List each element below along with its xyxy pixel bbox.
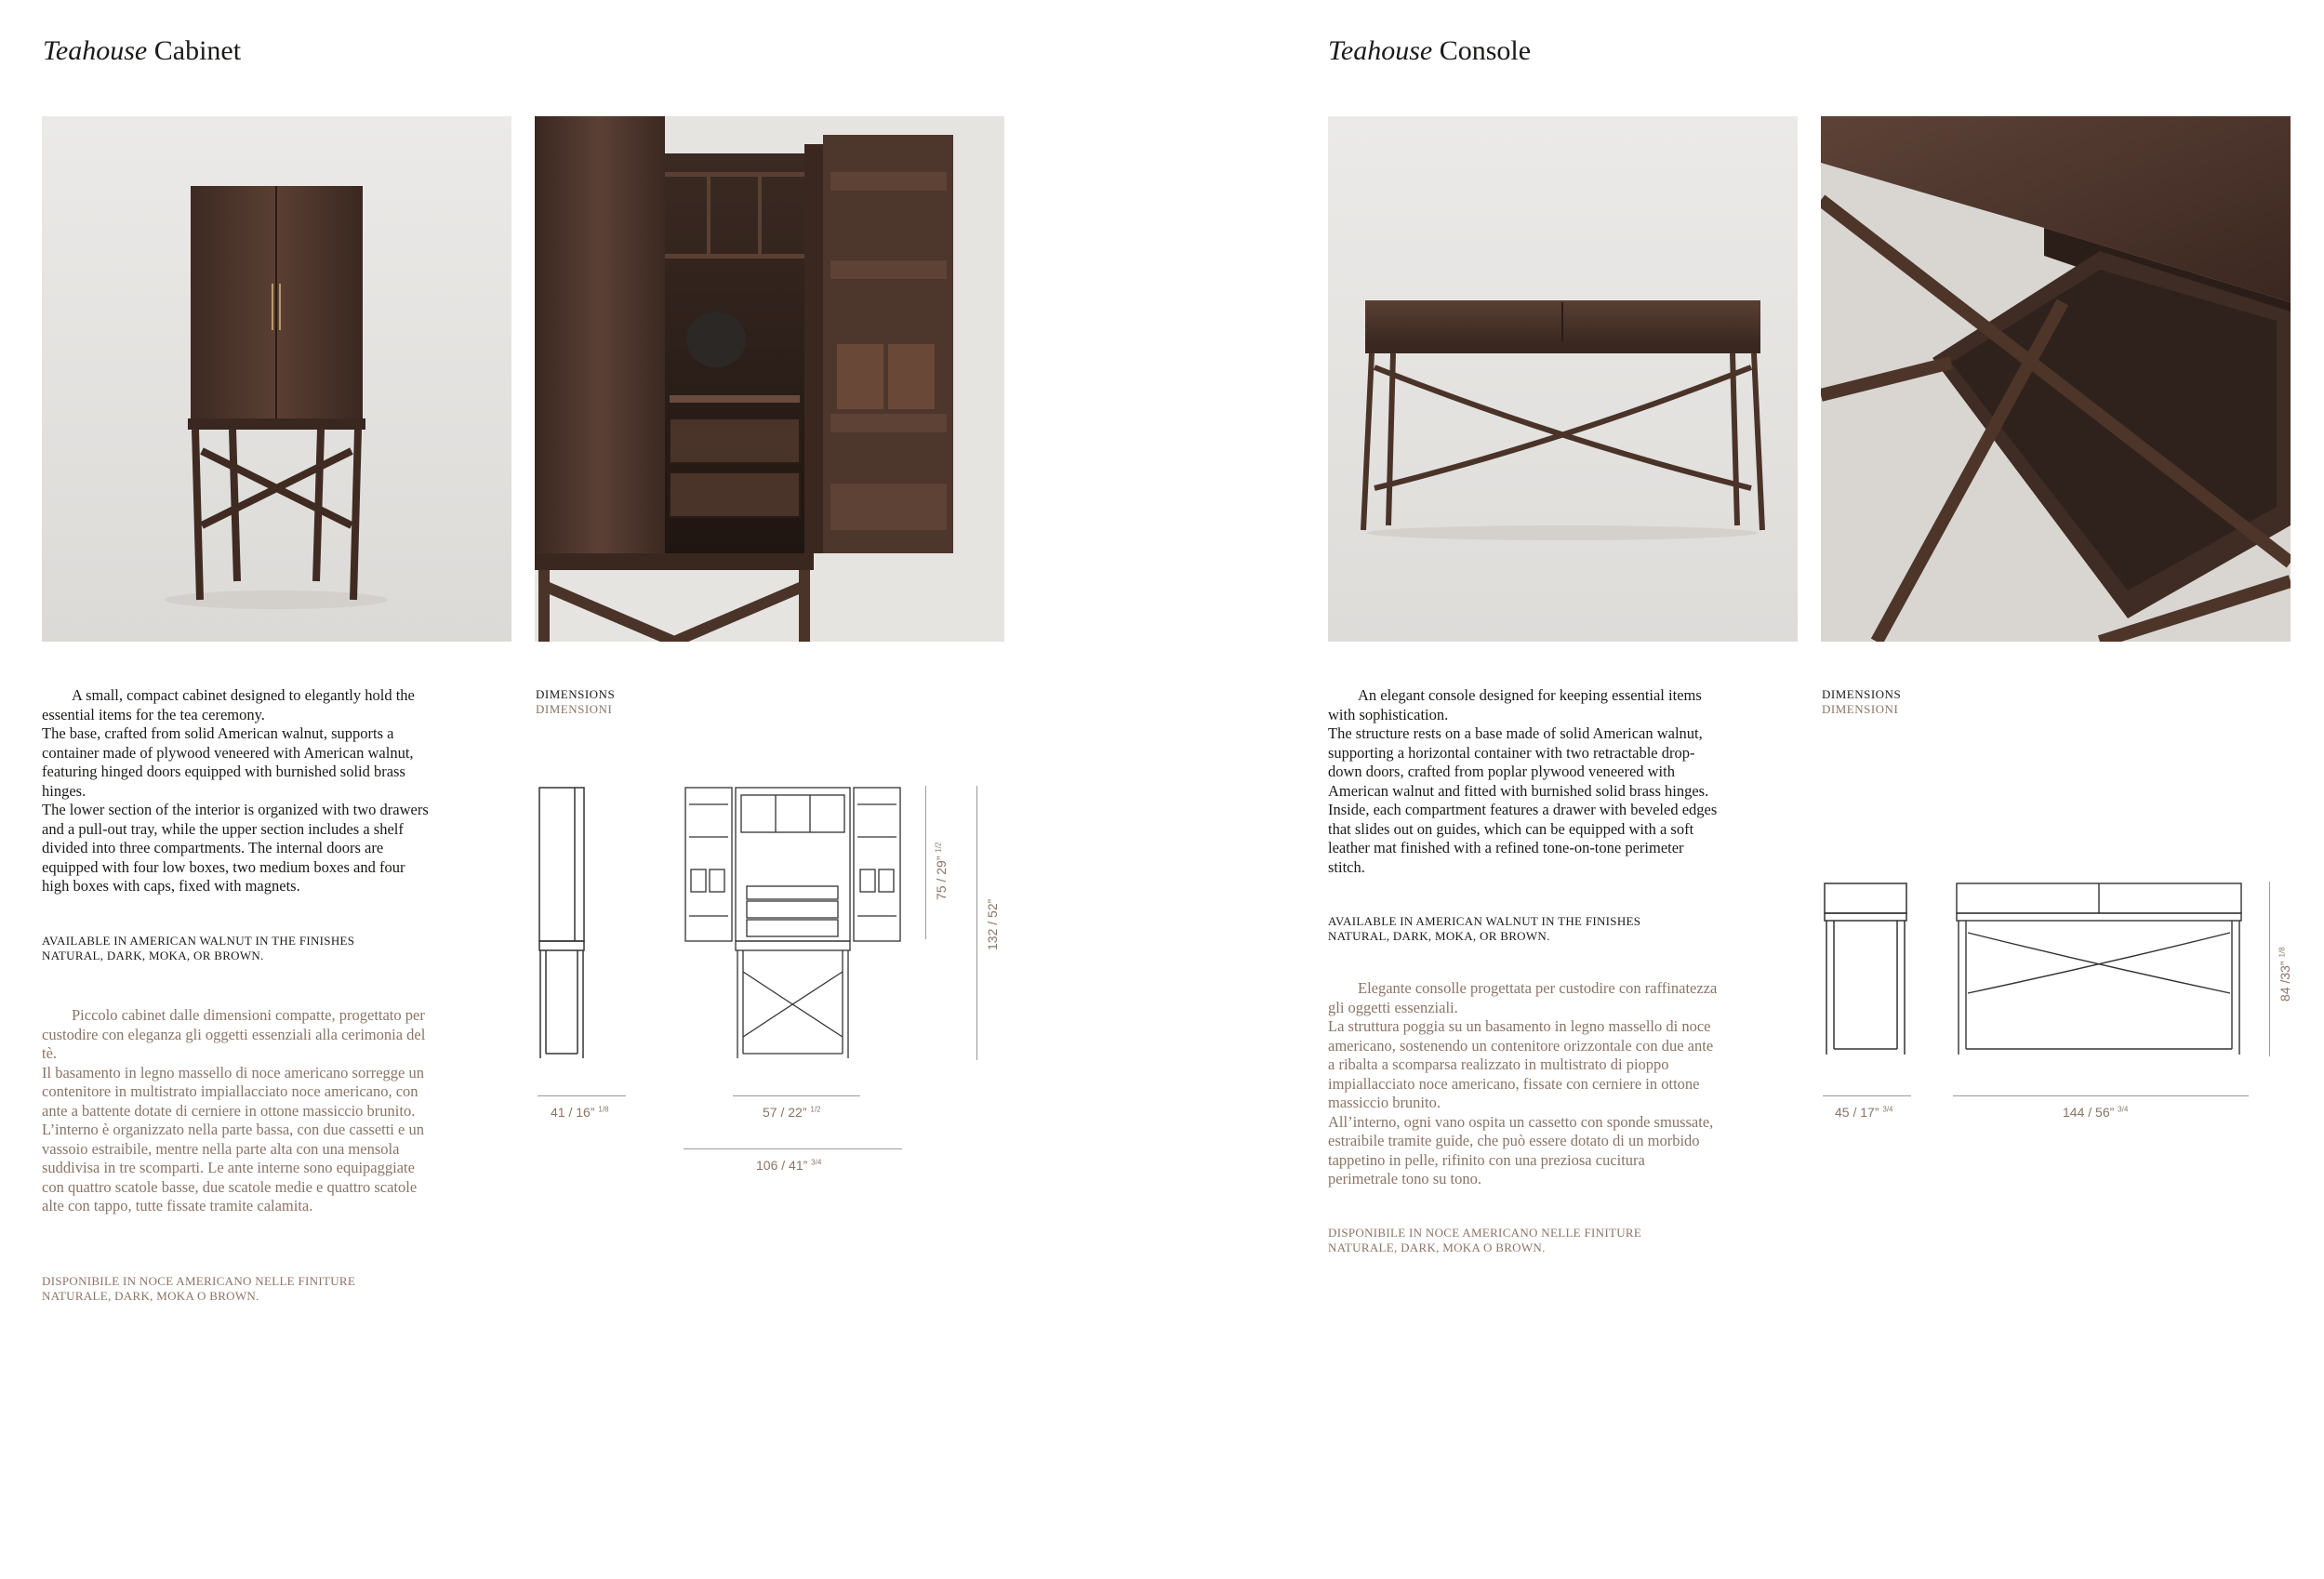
cabinet-availability-it — [42, 1274, 355, 1304]
cabinet-availability-en — [42, 934, 354, 963]
console-depth-dimension-line — [1823, 1095, 1911, 1096]
cabinet-height-total-dimension-value: 132 / 52” — [985, 898, 1000, 950]
cabinet-title — [43, 37, 241, 65]
cabinet-dimensions-label-it: DIMENSIONI — [536, 702, 613, 716]
console-dimensions-label-en: DIMENSIONS — [1822, 687, 1902, 701]
console-width-dimension-frac: 3/4 — [2118, 1105, 2129, 1114]
console-dimensions-label — [1822, 687, 1901, 717]
cabinet-desc-it-p1: Piccolo cabinet dalle dimensioni compatte, progettato per custodire con eleganza gli oggetti essenziali alla cerimonia del tè. — [42, 1006, 426, 1062]
cabinet-width-open-dimension-line — [684, 1148, 902, 1149]
cabinet-dimensions-label-en: DIMENSIONS — [536, 687, 616, 701]
cabinet-side-drawing — [538, 786, 586, 1060]
cabinet-width-open-dimension-frac: 3/4 — [811, 1158, 822, 1167]
cabinet-width-closed-dimension-value: 57 / 22” — [763, 1105, 807, 1120]
cabinet-availability-it-line2: NATURALE, DARK, MOKA O BROWN. — [42, 1289, 259, 1303]
cabinet-dimensions-label — [536, 687, 615, 717]
console-desc-en-p3: Inside, each compartment features a drawer with beveled edges that slides out on guides, which can be equipped with a soft leather mat finished with a refined tone-on-tone perimeter stitch. — [1328, 801, 1718, 876]
console-side-drawing — [1823, 882, 1908, 1056]
console-height-dimension-frac: 1/8 — [2278, 947, 2287, 958]
cabinet-width-closed-dimension — [763, 1105, 821, 1120]
cabinet-desc-en-p3: The lower section of the interior is organized with two drawers and a pull-out tray, while the upper section includes a shelf divided into three compartments. The internal doors are equipped with four low boxes, two medium boxes and four high boxes with caps, fixed with magnets. — [42, 801, 429, 895]
cabinet-depth-dimension — [551, 1105, 609, 1120]
console-width-dimension-value: 144 / 56” — [2063, 1105, 2115, 1120]
cabinet-title-rest: Cabinet — [147, 35, 242, 66]
cabinet-description-it — [42, 1006, 432, 1216]
cabinet-availability-en-line1: AVAILABLE IN AMERICAN WALNUT IN THE FINISHES — [42, 934, 355, 948]
console-description-en — [1328, 686, 1719, 877]
console-desc-en-p2: The structure rests on a base made of solid American walnut, supporting a horizontal container with two retractable drop-down doors, crafted from poplar plywood veneered with American walnut and fitted with burnished solid brass hinges. — [1328, 724, 1709, 800]
cabinet-desc-it-p3: L’interno è organizzato nella parte bassa, con due cassetti e un vassoio estraibile, mentre nella parte alta con una mensola suddivisa in tre scomparti. Le ante interne sono equipaggiate con quattro scatole basse, due scatole medie e quattro scatole alte con tappo, tutte fissate tramite calamita. — [42, 1121, 424, 1214]
cabinet-width-closed-dimension-line — [733, 1095, 860, 1096]
console-description-it — [1328, 979, 1719, 1189]
cabinet-width-closed-dimension-frac: 1/2 — [810, 1105, 821, 1114]
cabinet-height-base-dimension-value: 75 / 29” — [934, 856, 949, 900]
cabinet-width-open-dimension-value: 106 / 41” — [756, 1158, 808, 1173]
console-front-drawing — [1955, 882, 2243, 1056]
cabinet-desc-en-p1: A small, compact cabinet designed to elegantly hold the essential items for the tea ceremony. — [42, 686, 415, 723]
console-desc-en-p1: An elegant console designed for keeping essential items with sophistication. — [1328, 686, 1702, 723]
cabinet-depth-dimension-frac: 1/8 — [598, 1105, 609, 1114]
console-title-italic: Teahouse — [1328, 35, 1433, 66]
cabinet-front-open-drawing — [684, 786, 902, 1060]
cabinet-availability-en-line2: NATURAL, DARK, MOKA, OR BROWN. — [42, 949, 264, 962]
console-title — [1328, 37, 1531, 65]
cabinet-title-italic: Teahouse — [43, 35, 148, 66]
console-height-dimension-value: 84 /33” — [2278, 961, 2292, 1002]
cabinet-height-base-dimension-line — [925, 786, 926, 939]
console-photo-front — [1328, 116, 1798, 642]
console-availability-it-line1: DISPONIBILE IN NOCE AMERICANO NELLE FINITURE — [1328, 1226, 1642, 1240]
console-height-dimension — [2278, 947, 2292, 1002]
console-title-rest: Console — [1432, 35, 1532, 66]
cabinet-depth-dimension-value: 41 / 16” — [551, 1105, 595, 1120]
console-width-dimension — [2063, 1105, 2128, 1120]
console-depth-dimension-value: 45 / 17” — [1835, 1105, 1879, 1120]
cabinet-availability-it-line1: DISPONIBILE IN NOCE AMERICANO NELLE FINITURE — [42, 1274, 356, 1288]
console-width-dimension-line — [1953, 1095, 2249, 1096]
console-dimensions-label-it: DIMENSIONI — [1822, 702, 1899, 716]
console-desc-it-p2: La struttura poggia su un basamento in legno massello di noce americano, sostenendo un contenitore orizzontale con due ante a ribalta a scomparsa realizzato in multistrato di pioppo impiallacciato noce americano, fissate con cerniere in ottone massiccio brunito. — [1328, 1017, 1714, 1111]
console-depth-dimension-frac: 3/4 — [1882, 1105, 1893, 1114]
cabinet-height-total-dimension — [985, 899, 1000, 950]
console-depth-dimension — [1835, 1105, 1893, 1120]
console-availability-en-line1: AVAILABLE IN AMERICAN WALNUT IN THE FINISHES — [1328, 914, 1641, 928]
cabinet-depth-dimension-line — [538, 1095, 626, 1096]
cabinet-desc-it-p2: Il basamento in legno massello di noce americano sorregge un contenitore in multistrato impiallacciato noce americano, con ante a battente dotate di cerniere in ottone massiccio brunito. — [42, 1063, 424, 1120]
console-availability-en-line2: NATURAL, DARK, MOKA, OR BROWN. — [1328, 929, 1550, 943]
console-photo-detail — [1821, 116, 2291, 642]
cabinet-photo-closed — [42, 116, 511, 642]
cabinet-height-total-dimension-line — [976, 786, 977, 1060]
console-availability-it — [1328, 1226, 1641, 1255]
cabinet-desc-en-p2: The base, crafted from solid American walnut, supports a container made of plywood veneered with American walnut, featuring hinged doors equipped with burnished solid brass hinges. — [42, 724, 414, 800]
cabinet-description-en — [42, 686, 432, 896]
cabinet-width-open-dimension — [756, 1158, 821, 1173]
console-availability-it-line2: NATURALE, DARK, MOKA O BROWN. — [1328, 1241, 1546, 1254]
console-desc-it-p1: Elegante consolle progettata per custodire con raffinatezza gli oggetti essenziali. — [1328, 979, 1718, 1016]
console-height-dimension-line — [2269, 882, 2270, 1056]
cabinet-height-base-dimension-frac: 1/2 — [934, 842, 943, 853]
console-availability-en — [1328, 914, 1640, 944]
cabinet-height-base-dimension — [934, 843, 949, 901]
console-desc-it-p3: All’interno, ogni vano ospita un cassetto con sponde smussate, estraibile tramite guide, che può essere dotato di un morbido tappetino in pelle, rifinito con una preziosa cucitura perimetrale tono su tono. — [1328, 1112, 1714, 1188]
cabinet-photo-open — [535, 116, 1004, 642]
